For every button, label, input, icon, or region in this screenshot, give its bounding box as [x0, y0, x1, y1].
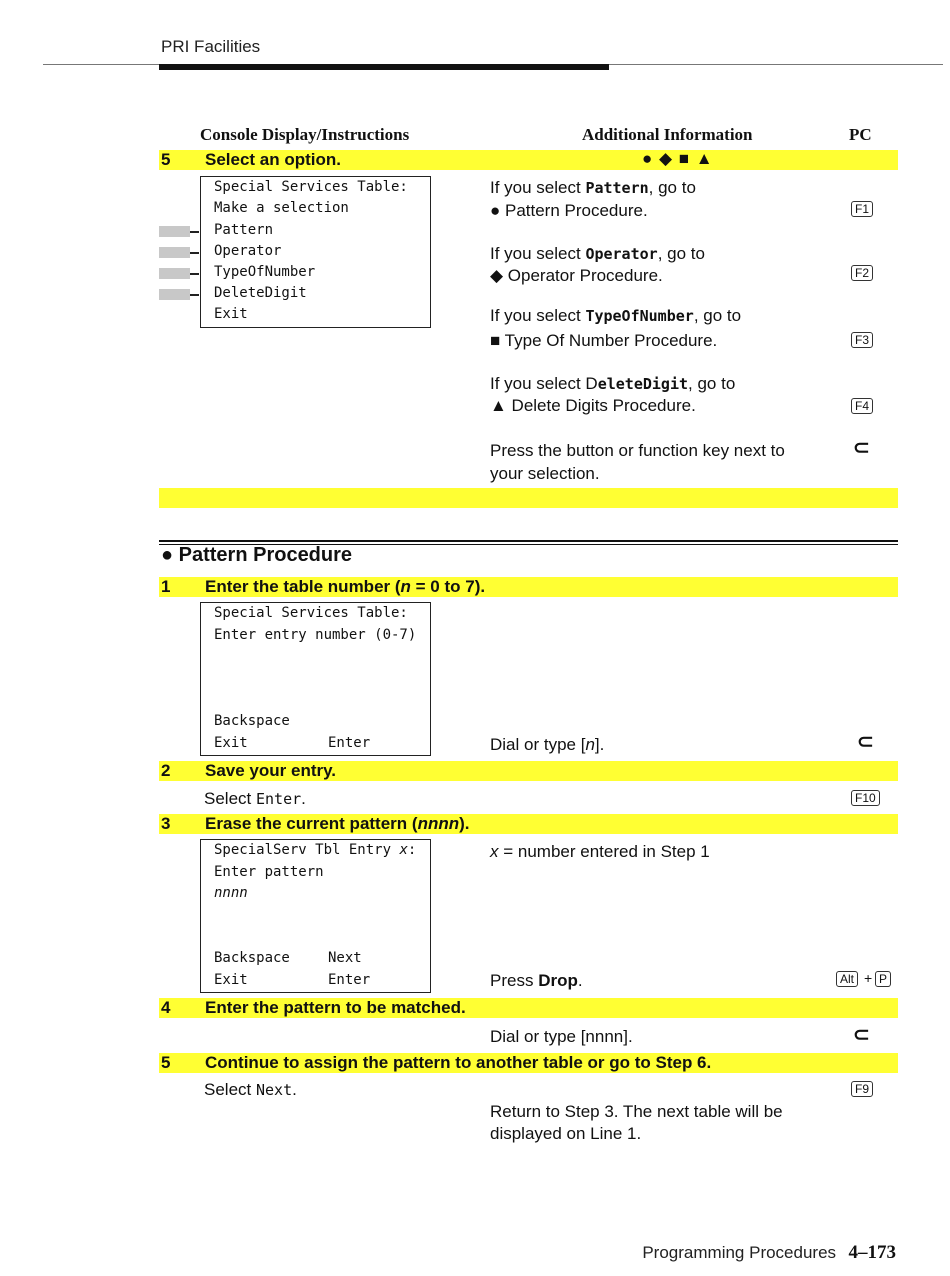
display-line: Enter pattern	[214, 864, 324, 880]
step-title: Select an option.	[205, 150, 342, 169]
console-display	[200, 176, 431, 328]
button-leader-line	[190, 252, 199, 254]
f9-key[interactable]: F9	[851, 1081, 873, 1097]
page-number: 4–173	[848, 1242, 896, 1263]
step-number: 5	[161, 150, 171, 169]
step-info: x = number entered in Step 1	[490, 842, 710, 861]
option-target: ◆ Operator Procedure.	[490, 266, 663, 285]
col-additional-heading: Additional Information	[582, 125, 753, 144]
p-key[interactable]: P	[875, 971, 891, 987]
button-leader-line	[190, 294, 199, 296]
display-line: Special Services Table:	[214, 179, 408, 195]
f2-key[interactable]: F2	[851, 265, 873, 281]
console-display	[200, 602, 431, 756]
option-target: ▲ Delete Digits Procedure.	[490, 396, 696, 415]
enter-key-icon: ⊂	[853, 1024, 870, 1046]
step-number: 1	[161, 577, 171, 596]
display-line: Special Services Table:	[214, 605, 408, 621]
step-info-cont: displayed on Line 1.	[490, 1124, 642, 1143]
select-instruction: Select Next.	[204, 1080, 297, 1099]
step-info: Dial or type [nnnn].	[490, 1027, 633, 1046]
col-pc-heading: PC	[849, 125, 872, 144]
step-number: 3	[161, 814, 171, 833]
button-leader-line	[190, 273, 199, 275]
console-button-pattern[interactable]	[159, 226, 190, 237]
step-info: Dial or type [n].	[490, 735, 605, 754]
footer-chapter: Programming Procedures	[642, 1243, 837, 1262]
option-target: ● Pattern Procedure.	[490, 201, 648, 220]
display-option-exit[interactable]: Exit	[214, 306, 248, 322]
f1-key[interactable]: F1	[851, 201, 873, 217]
f3-key[interactable]: F3	[851, 332, 873, 348]
display-option-backspace[interactable]: Backspace	[214, 950, 290, 966]
option-target: ■ Type Of Number Procedure.	[490, 331, 718, 350]
enter-key-icon: ⊂	[857, 731, 874, 753]
step-title: Continue to assign the pattern to another table or go to Step 6.	[205, 1053, 712, 1072]
step-end-band	[159, 488, 898, 508]
step-title: Enter the pattern to be matched.	[205, 998, 466, 1017]
console-button-typeofnumber[interactable]	[159, 268, 190, 279]
option-info: If you select TypeOfNumber, go to	[490, 306, 742, 325]
header-thick-rule	[159, 64, 609, 70]
console-button-operator[interactable]	[159, 247, 190, 258]
display-option-deletedigit[interactable]: DeleteDigit	[214, 285, 307, 301]
step-title: Erase the current pattern (nnnn).	[205, 814, 470, 833]
display-option-operator[interactable]: Operator	[214, 243, 282, 259]
step-number: 2	[161, 761, 171, 780]
step-title: Enter the table number (n = 0 to 7).	[205, 577, 486, 596]
procedure-symbols: ● ◆ ■ ▲	[642, 149, 714, 168]
select-instruction: Select Enter.	[204, 789, 306, 808]
display-option-enter[interactable]: Enter	[328, 735, 371, 751]
section-rule	[159, 540, 898, 542]
f4-key[interactable]: F4	[851, 398, 873, 414]
header-title: PRI Facilities	[161, 37, 261, 56]
display-option-exit[interactable]: Exit	[214, 972, 248, 988]
f10-key[interactable]: F10	[851, 790, 880, 806]
option-info: If you select Operator, go to	[490, 244, 705, 263]
step-info: Press Drop.	[490, 971, 583, 990]
step-number: 5	[161, 1053, 171, 1072]
console-button-deletedigit[interactable]	[159, 289, 190, 300]
display-option-next[interactable]: Next	[328, 950, 362, 966]
step-info: Return to Step 3. The next table will be	[490, 1102, 783, 1121]
display-line: nnnn	[214, 885, 248, 901]
alt-key[interactable]: Alt	[836, 971, 858, 987]
display-option-enter[interactable]: Enter	[328, 972, 371, 988]
display-option-pattern[interactable]: Pattern	[214, 222, 274, 238]
display-option-backspace[interactable]: Backspace	[214, 713, 290, 729]
step-number: 4	[161, 998, 171, 1017]
option-info: If you select DeleteDigit, go to	[490, 374, 736, 393]
option-info: If you select Pattern, go to	[490, 178, 696, 197]
key-combo-plus: +	[864, 970, 873, 986]
display-line: Enter entry number (0-7)	[214, 627, 417, 643]
step-title: Save your entry.	[205, 761, 337, 780]
console-display	[200, 839, 431, 993]
display-option-exit[interactable]: Exit	[214, 735, 248, 751]
button-leader-line	[190, 231, 199, 233]
press-instruction-cont: your selection.	[490, 464, 600, 483]
col-console-heading: Console Display/Instructions	[200, 125, 410, 144]
display-line: SpecialServ Tbl Entry x:	[214, 842, 417, 858]
display-option-typeofnumber[interactable]: TypeOfNumber	[214, 264, 316, 280]
press-instruction: Press the button or function key next to	[490, 441, 785, 460]
enter-key-icon: ⊂	[853, 437, 870, 459]
display-line: Make a selection	[214, 200, 349, 216]
procedure-title: ● Pattern Procedure	[161, 544, 353, 566]
footer	[600, 1242, 896, 1264]
